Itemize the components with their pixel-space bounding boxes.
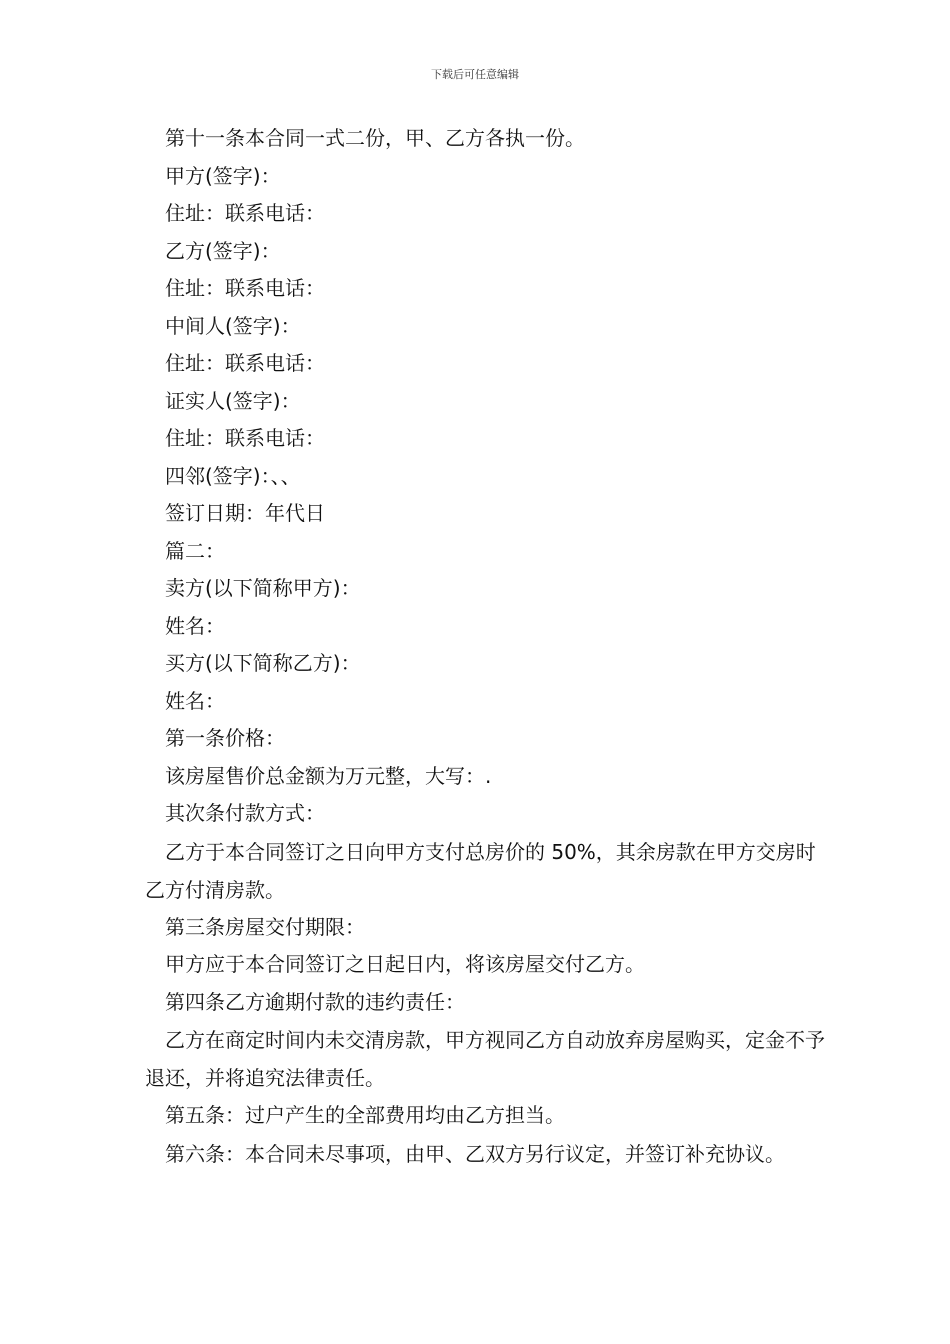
article-3-heading: 第三条房屋交付期限： bbox=[165, 914, 365, 939]
article-2-heading: 其次条付款方式： bbox=[165, 801, 325, 825]
witness-address: 住址：联系电话： bbox=[165, 426, 325, 450]
article-5-body: 第五条：过户产生的全部费用均由乙方担当。 bbox=[165, 1103, 565, 1127]
document-body bbox=[145, 120, 825, 1173]
party-a-address: 住址：联系电话： bbox=[165, 201, 325, 225]
seller-name: 姓名： bbox=[165, 613, 225, 638]
clause-11-copies: 第十一条本合同一式二份，甲、乙方各执一份。 bbox=[165, 126, 585, 150]
seller-label: 卖方(以下简称甲方)： bbox=[165, 576, 361, 600]
article-4-body: 乙方在商定时间内未交清房款，甲方视同乙方自动放弃房屋购买，定金不予退还，并将追究法律责任。 bbox=[145, 1028, 825, 1090]
article-1-heading: 第一条价格： bbox=[165, 726, 285, 750]
article-1-body: 该房屋售价总金额为万元整，大写：. bbox=[165, 763, 492, 788]
witness-signature: 证实人(签字)： bbox=[165, 388, 301, 413]
intermediary-address: 住址：联系电话： bbox=[165, 351, 325, 375]
article-3-body: 甲方应于本合同签订之日起日内，将该房屋交付乙方。 bbox=[165, 952, 645, 976]
neighbors-signature: 四邻(签字)：、、 bbox=[165, 463, 301, 488]
party-b-signature: 乙方(签字)： bbox=[165, 238, 281, 263]
article-4-heading: 第四条乙方逾期付款的违约责任： bbox=[165, 989, 465, 1014]
article-6-body: 第六条：本合同未尽事项，由甲、乙双方另行议定，并签订补充协议。 bbox=[165, 1141, 785, 1166]
intermediary-signature: 中间人(签字)： bbox=[165, 313, 301, 338]
section-heading-part-two: 篇二： bbox=[165, 538, 225, 563]
signing-date: 签订日期：年代日 bbox=[165, 501, 325, 525]
party-a-signature: 甲方(签字)： bbox=[165, 163, 281, 188]
buyer-name: 姓名： bbox=[165, 688, 225, 713]
article-2-body: 乙方于本合同签订之日向甲方支付总房价的 50%，其余房款在甲方交房时乙方付清房款。 bbox=[145, 839, 816, 902]
buyer-label: 买方(以下简称乙方)： bbox=[165, 651, 361, 675]
party-b-address: 住址：联系电话： bbox=[165, 276, 325, 300]
page-header: 下载后可任意编辑 bbox=[431, 68, 519, 81]
